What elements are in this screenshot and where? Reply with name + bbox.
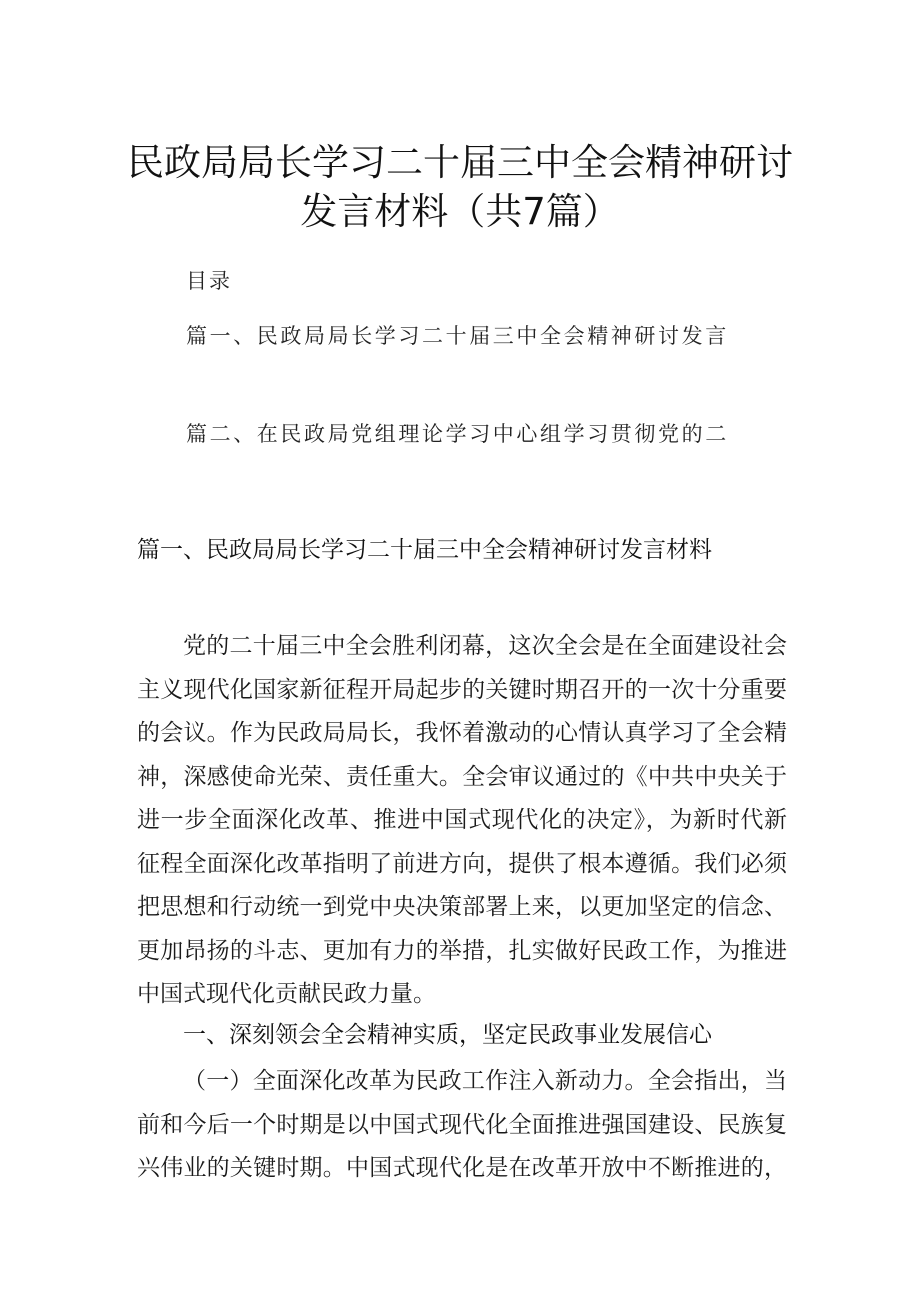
paragraph-line: 神，深感使命光荣、责任重大。全会审议通过的《中共中央关于 xyxy=(137,764,787,790)
paragraph-line: 中国式现代化贡献民政力量。 xyxy=(137,981,436,1007)
sub-heading: 一、深刻领会全会精神实质，坚定民政事业发展信心 xyxy=(183,1022,712,1048)
toc-item[interactable]: 篇一、民政局局长学习二十届三中全会精神研讨发言 xyxy=(186,324,729,348)
section-heading: 篇一、民政局局长学习二十届三中全会精神研讨发言材料 xyxy=(137,537,712,563)
paragraph-line: 前和今后一个时期是以中国式现代化全面推进强国建设、民族复 xyxy=(137,1112,787,1138)
document-title-line1: 民政局局长学习二十届三中全会精神研讨 xyxy=(127,141,793,184)
document-title-line2: 发言材料（共7篇） xyxy=(300,190,620,233)
paragraph-line: （一）全面深化改革为民政工作注入新动力。全会指出，当 xyxy=(183,1068,787,1094)
toc-item[interactable]: 篇二、在民政局党组理论学习中心组学习贯彻党的二 xyxy=(186,422,729,446)
paragraph-line: 主义现代化国家新征程开局起步的关键时期召开的一次十分重要 xyxy=(137,677,787,703)
paragraph-line: 党的二十届三中全会胜利闭幕，这次全会是在全面建设社会 xyxy=(183,633,787,659)
paragraph-line: 进一步全面深化改革、推进中国式现代化的决定》，为新时代新 xyxy=(137,807,787,833)
paragraph-line: 把思想和行动统一到党中央决策部署上来，以更加坚定的信念、 xyxy=(137,894,787,920)
paragraph-line: 的会议。作为民政局局长，我怀着激动的心情认真学习了全会精 xyxy=(137,720,787,746)
paragraph-line: 征程全面深化改革指明了前进方向，提供了根本遵循。我们必须 xyxy=(137,851,787,877)
paragraph-line: 更加昂扬的斗志、更加有力的举措，扎实做好民政工作，为推进 xyxy=(137,938,787,964)
toc-label: 目录 xyxy=(186,269,232,293)
paragraph-line: 兴伟业的关键时期。中国式现代化是在改革开放中不断推进的， xyxy=(137,1155,787,1181)
